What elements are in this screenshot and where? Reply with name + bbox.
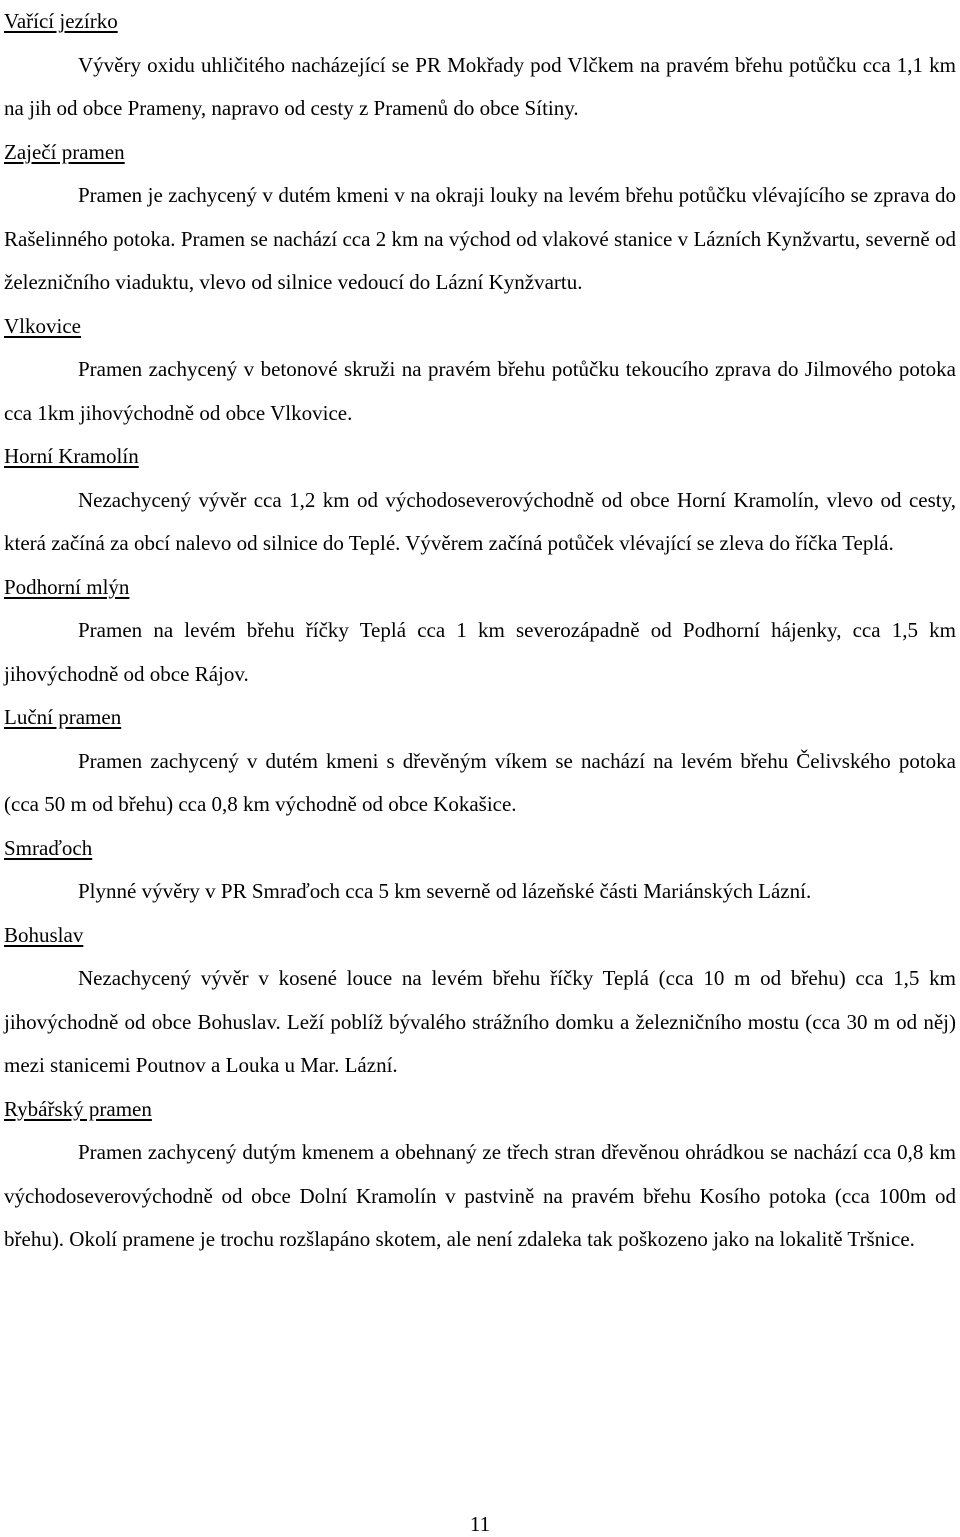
entry-bohuslav <box>4 914 956 1088</box>
entry-text: Pramen je zachycený v dutém kmeni v na okraji louky na levém břehu potůčku vlévajícího se zprava do Rašelinného potoka. Pramen se nachází cca 2 km na východ od vlakové stanice v Lázních Kynžvartu, severně od železničního viaduktu, vlevo od silnice vedoucí do Lázní Kynžvartu. <box>4 183 956 294</box>
entry-title: Luční pramen <box>4 705 122 729</box>
entry-smradoch <box>4 827 956 914</box>
entry-title: Vařící jezírko <box>4 9 118 33</box>
entry-title: Smraďoch <box>4 835 93 860</box>
entry-title: Vlkovice <box>4 313 81 338</box>
entry-varici-jezirko <box>4 0 956 131</box>
entry-text: Pramen zachycený v dutém kmeni s dřevěným víkem se nachází na levém břehu Čelivského potoka (cca 50 m od břehu) cca 0,8 km východně od obce Kokašice. <box>4 748 956 816</box>
entry-text: Nezachycený vývěr cca 1,2 km od východoseverovýchodně od obce Horní Kramolín, vlevo od cesty, která začíná za obcí nalevo od silnice do Teplé. Vývěrem začíná potůček vlévající se zleva do říčka Teplá. <box>4 487 956 555</box>
entry-title: Podhorní mlýn <box>4 574 130 599</box>
entry-vlkovice <box>4 305 956 436</box>
entry-podhorni-mlyn <box>4 566 956 697</box>
entry-rybarsky-pramen <box>4 1088 956 1262</box>
entry-title: Rybářský pramen <box>4 1096 152 1121</box>
entry-title: Zaječí pramen <box>4 139 125 164</box>
document-page <box>4 0 956 1262</box>
page-number: 11 <box>469 1512 491 1536</box>
entry-title: Bohuslav <box>4 922 84 947</box>
entry-horni-kramolin <box>4 435 956 566</box>
entry-text: Nezachycený vývěr v kosené louce na levém břehu říčky Teplá (cca 10 m od břehu) cca 1,5 km jihovýchodně od obce Bohuslav. Leží poblíž bývalého strážního domku a železničního mostu (cca 30 m od něj) mezi stanicemi Poutnov a Louka u Mar. Lázní. <box>4 966 956 1077</box>
entry-text: Pramen zachycený dutým kmenem a obehnaný ze třech stran dřevěnou ohrádkou se nachází cca 0,8 km východoseverovýchodně od obce Dolní Kramolín v pastvině na pravém břehu Kosího potoka (cca 100m od břehu). Okolí pramene je trochu rozšlapáno skotem, ale není zdaleka tak poškozeno jako na lokalitě Tršnice. <box>4 1140 956 1251</box>
entry-text: Vývěry oxidu uhličitého nacházející se PR Mokřady pod Vlčkem na pravém břehu potůčku cca 1,1 km na jih od obce Prameny, napravo od cesty z Pramenů do obce Sítiny. <box>4 52 956 120</box>
entry-zajeci-pramen <box>4 131 956 305</box>
entry-lucni-pramen <box>4 696 956 827</box>
entry-text: Pramen zachycený v betonové skruži na pravém břehu potůčku tekoucího zprava do Jilmového potoka cca 1km jihovýchodně od obce Vlkovice. <box>4 357 956 425</box>
entry-text: Pramen na levém břehu říčky Teplá cca 1 km severozápadně od Podhorní hájenky, cca 1,5 km jihovýchodně od obce Rájov. <box>4 618 956 686</box>
entry-title: Horní Kramolín <box>4 444 139 468</box>
entry-text: Plynné vývěry v PR Smraďoch cca 5 km severně od lázeňské části Mariánských Lázní. <box>78 879 812 903</box>
